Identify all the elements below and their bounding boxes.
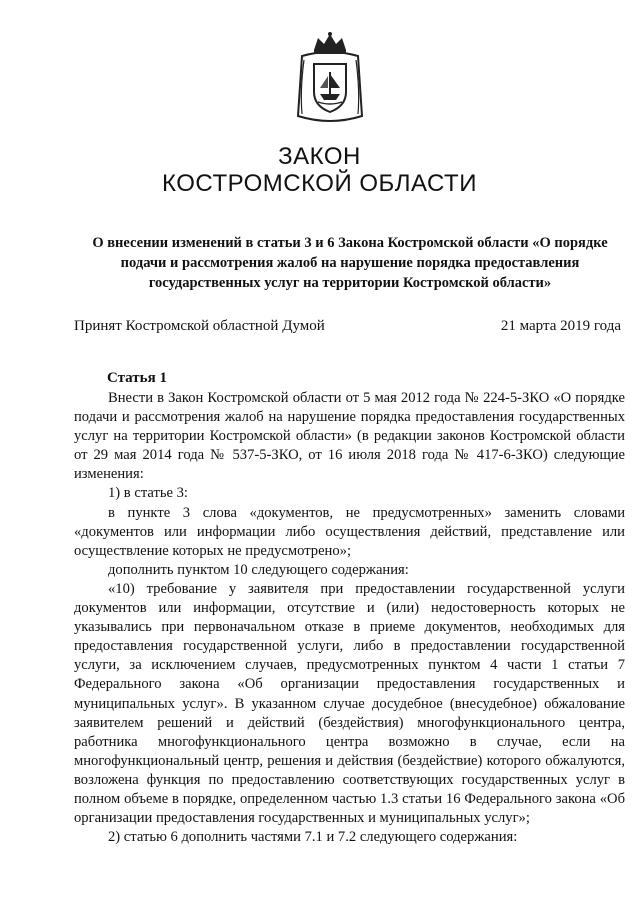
article-body bbox=[74, 389, 625, 847]
law-subtitle: О внесении изменений в статьи 3 и 6 Закона Костромской области «О порядке подачи и рассмотрения жалоб на нарушение порядка предоставления государственных услуг на территории Костромской области» bbox=[92, 235, 608, 291]
paragraph: 2) статью 6 дополнить частями 7.1 и 7.2 следующего содержания: bbox=[108, 829, 518, 846]
law-title: ЗАКОН bbox=[278, 143, 361, 170]
paragraph: 1) в статье 3: bbox=[108, 485, 188, 502]
paragraph: «10) требование у заявителя при предоставлении государственной услуги документов или информации, отсутствие и (или) недостоверность которых не указывались при первоначальном отказе в приеме документов, необходимых для предоставления государственной услуги, либо в предоставлении государственной услуги, за исключением случаев, предусмотренных пунктом 4 части 1 статьи 7 Федерального закона «Об организации предоставления государственных и муниципальных услуг». В указанном случае досудебное (внесудебное) обжалование заявителем решений и действий (бездействия) многофункционального центра, работника многофункционального центра возможно в случае, если на многофункциональный центр, решения и действия (бездействие) которого обжалуются, возложена функция по предоставлению соответствующих государственных услуг в полном объеме в порядке, определенном частью 1.3 статьи 16 Федерального закона «Об организации предоставления государственных и муниципальных услуг»; bbox=[74, 580, 625, 827]
paragraph: дополнить пунктом 10 следующего содержания: bbox=[108, 561, 409, 578]
article-heading: Статья 1 bbox=[107, 370, 167, 386]
adopted-by-text: Принят Костромской областной Думой bbox=[74, 318, 325, 334]
coat-of-arms-icon bbox=[292, 30, 368, 124]
paragraph: в пункте 3 слова «документов, не предусмотренных» заменить словами «документов или информации либо осуществления действий, представление или осуществление которых не предусмотрено»; bbox=[74, 504, 625, 559]
law-region-title: КОСТРОМСКОЙ ОБЛАСТИ bbox=[162, 170, 477, 197]
paragraph: Внести в Закон Костромской области от 5 мая 2012 года № 224-5-ЗКО «О порядке подачи и рассмотрения жалоб на нарушение порядка предоставления государственных услуг на территории Костромской области» (в редакции законов Костромской области от 29 мая 2014 года № 537-5-ЗКО, от 16 июля 2018 года № 417-6-ЗКО) следующие изменения: bbox=[74, 390, 625, 483]
adoption-date: 21 марта 2019 года bbox=[500, 318, 621, 334]
